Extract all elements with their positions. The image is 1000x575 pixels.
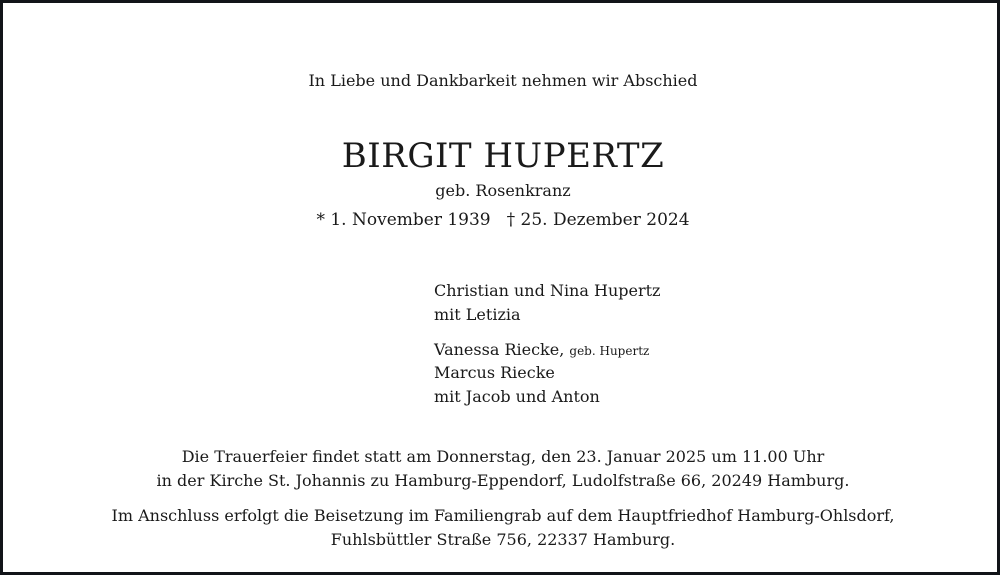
ceremony-line: Die Trauerfeier findet statt am Donnerstag, den 23. Januar 2025 um 11.00 Uhr <box>181 447 825 466</box>
death-date: † 25. Dezember 2024 <box>506 210 690 230</box>
ceremony-line: in der Kirche St. Johannis zu Hamburg-Eppendorf, Ludolfstraße 66, 20249 Hamburg. <box>156 471 850 490</box>
mourner-line: Marcus Riecke <box>434 363 555 382</box>
life-dates <box>3 210 1000 230</box>
deceased-name: BIRGIT HUPERTZ <box>341 136 665 176</box>
intro-text: In Liebe und Dankbarkeit nehmen wir Abschied <box>308 71 698 90</box>
mourner-line: mit Letizia <box>434 305 521 324</box>
mourner-line: Christian und Nina Hupertz <box>434 281 661 300</box>
mourner-line <box>434 340 649 359</box>
burial-line: Im Anschluss erfolgt die Beisetzung im Familiengrab auf dem Hauptfriedhof Hamburg-Ohlsdorf, <box>111 506 895 525</box>
maiden-name: geb. Rosenkranz <box>435 181 571 200</box>
mourner-maiden: geb. Hupertz <box>569 344 650 358</box>
burial-line: Fuhlsbüttler Straße 756, 22337 Hamburg. <box>330 530 676 549</box>
mourner-name: Vanessa Riecke, <box>434 340 565 359</box>
birth-date: * 1. November 1939 <box>316 210 491 230</box>
mourner-line: mit Jacob und Anton <box>434 387 600 406</box>
